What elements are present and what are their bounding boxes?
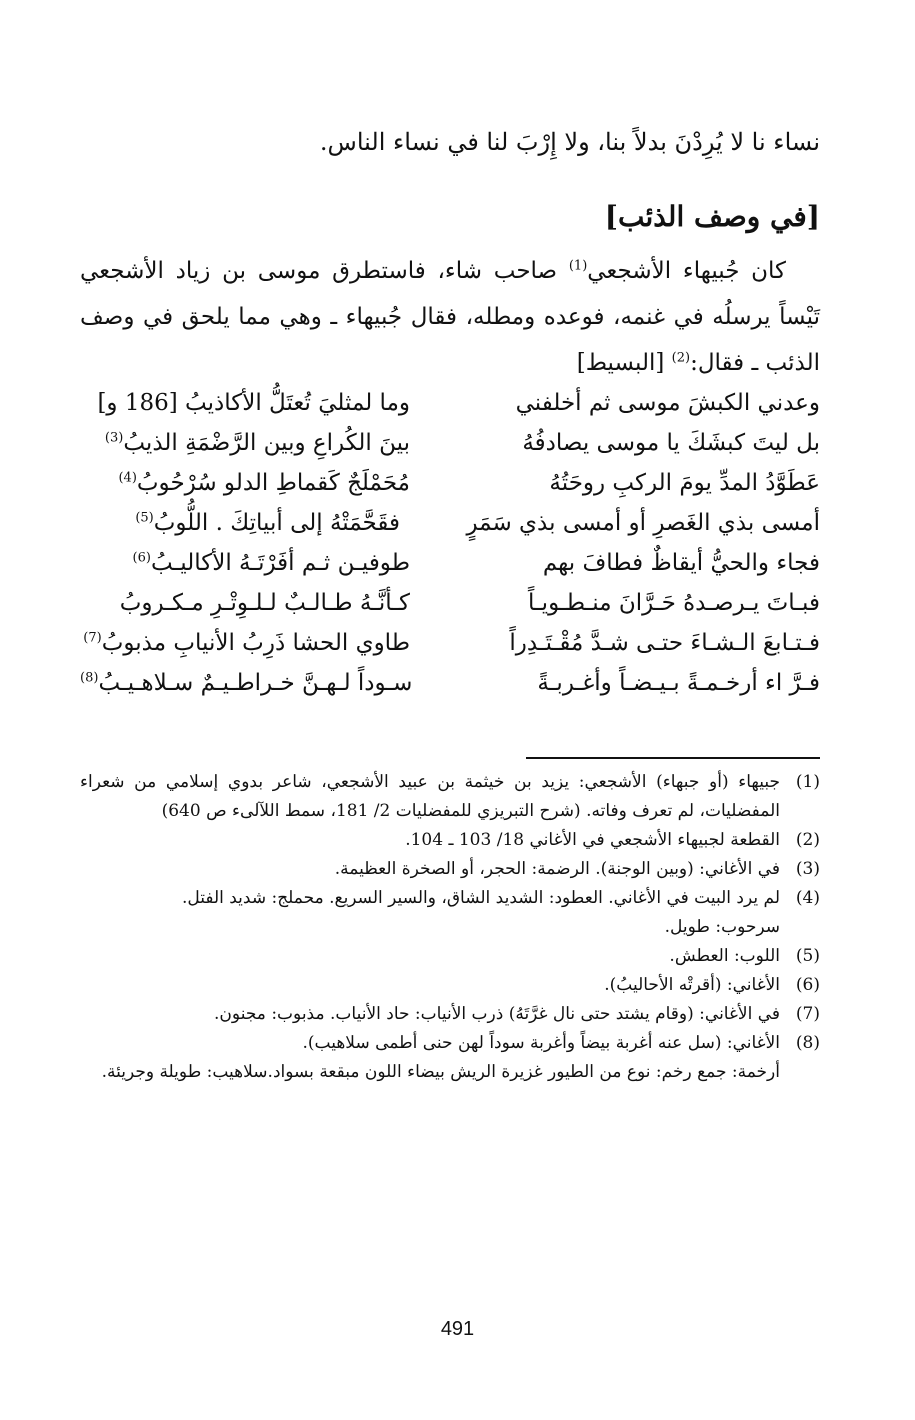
- verse-first-hemistich: وعدني الكبشَ موسى ثم أخلفني: [515, 390, 820, 416]
- verse-second-hemistich: [80, 630, 410, 656]
- verse-first-hemistich: أمسى بذي الغَصرِ أو أمسى بذي سَمَرٍ: [466, 510, 820, 536]
- footnote-item: [80, 913, 820, 942]
- verse-row: [80, 383, 820, 423]
- section-heading: [في وصف الذئب]: [604, 200, 820, 233]
- verse-footnote-ref: (3): [104, 430, 124, 446]
- footnote-number: (8): [795, 1033, 820, 1053]
- verse-first-hemistich: عَطَوَّدُ المدِّ يومَ الركبِ روحَتُهُ: [549, 470, 820, 496]
- intro-paragraph: [80, 248, 820, 386]
- page-number: 491: [440, 1318, 475, 1340]
- footnote-number: (4): [795, 888, 820, 908]
- footnote-item: [80, 971, 820, 1000]
- verse-second-hemistich: [80, 470, 410, 496]
- footnote-item: [80, 942, 820, 971]
- verse-row: [80, 663, 820, 703]
- verse-second-text: بينَ الكُراعِ وبين الرَّضْمَةِ الذيبُ: [123, 430, 410, 456]
- paragraph-text: [80, 248, 820, 386]
- footnote-item: [80, 855, 820, 884]
- verse-second-hemistich: [80, 430, 410, 456]
- paragraph-part-1: كان جُبيهاء الأشجعي: [587, 258, 786, 284]
- verse-row: [80, 543, 820, 583]
- verse-first-hemistich: فـرَّ اء أرخـمـةً بـيـضـاً وأغـربـةً: [537, 670, 820, 696]
- verse-footnote-ref: (5): [135, 510, 154, 526]
- footnote-text: الأغاني: (سل عنه أغربة بيضاً وأغربة سوداً لهن حنى أطمى سلاهيب).: [302, 1033, 780, 1053]
- footnote-number: (2): [795, 830, 820, 850]
- verse-second-text: سـوداً لـهـنَّ خـراطـيـمٌ سـلاهـيـبُ: [98, 670, 413, 696]
- footnote-text: اللوب: العطش.: [669, 946, 780, 966]
- footnote-number: (6): [795, 975, 820, 995]
- paragraph-part-2: صاحب شاء، فاستطرق موسى بن زياد الأشجعي تَيْساً يرسلُه في غنمه، فوعده ومطله، فقال جُبيهاء ـ وهي مما يلحق في وصف الذئب ـ فقال:: [80, 258, 820, 376]
- verse-first-hemistich: فـتـابعَ الـشـاءَ حتـى شـدَّ مُقْـتَـدِراً: [509, 630, 820, 656]
- footnote-text: جبيهاء (أو جبهاء) الأشجعي: يزيد بن خيثمة بن عبيد الأشجعي، شاعر بدوي إسلامي من شعراء المفضليات، لم تعرف وفاته. (شرح التبريزي للمفضليات 2/ 181، سمط اللآلىء ص 640): [80, 772, 780, 821]
- verse-first-hemistich: فجاء والحيُّ أيقاظٌ فطافَ بهم: [542, 550, 820, 576]
- footnote-number: (7): [795, 1004, 820, 1024]
- verse-row: [80, 463, 820, 503]
- footnote-text: أرخمة: جمع رخم: نوع من الطيور غزيرة الريش بيضاء اللون مبقعة بسواد.سلاهيب: طويلة وجريئة.: [101, 1062, 780, 1082]
- footnotes: [80, 768, 820, 1087]
- verse-second-text: كـأنَّـهُ طـالـبٌ لـلـوِتْـرِ مـكـروبُ: [119, 590, 410, 616]
- verse-second-text: طاوي الحشا ذَرِبُ الأنيابِ مذبوبُ: [101, 630, 410, 656]
- footnote-ref-1: (1): [568, 258, 588, 274]
- poem-verses: [80, 383, 820, 703]
- footnote-separator: [526, 757, 820, 759]
- footnote-number: [780, 1058, 820, 1087]
- verse-footnote-ref: (4): [118, 470, 137, 486]
- verse-second-hemistich: [80, 670, 412, 696]
- footnote-text: سرحوب: طويل.: [664, 917, 780, 937]
- verse-second-text: طوفيـن ثـم أفَرْتَـهُ الأكاليـبُ: [150, 550, 410, 576]
- footnote-text: الأغاني: (أقرتْه الأحاليبُ).: [604, 975, 780, 995]
- verse-second-hemistich: [80, 590, 410, 616]
- verse-row: [80, 623, 820, 663]
- footnote-text: القطعة لجبيهاء الأشجعي في الأغاني 18/ 103 ـ 104.: [405, 830, 780, 850]
- footnote-number: (3): [795, 859, 820, 879]
- verse-second-text: وما لمثليَ تُعتَلُّ الأكاذيبُ [186 و]: [97, 390, 410, 416]
- footnote-item: [80, 826, 820, 855]
- footnote-item: [80, 768, 820, 826]
- verse-first-hemistich: بل ليتَ كبشَكَ يا موسى يصادفُهُ: [522, 430, 820, 456]
- footnote-item: [80, 1058, 820, 1087]
- footnote-item: [80, 1029, 820, 1058]
- footnote-text: في الأغاني: (وقام يشتد حتى نال غرَّتَهُ) ذرب الأنياب: حاد الأنياب. مذبوب: مجنون.: [214, 1004, 780, 1024]
- footnote-number: (1): [795, 772, 820, 792]
- verse-footnote-ref: (8): [80, 670, 99, 686]
- meter-label: [البسيط]: [576, 350, 672, 376]
- verse-row: [80, 503, 820, 543]
- footnote-item: [80, 1000, 820, 1029]
- footnote-number: (5): [795, 946, 820, 966]
- verse-first-hemistich: فبـاتَ يـرصـدهُ حَـرَّانَ منـطـويـاً: [527, 590, 820, 616]
- verse-row: [80, 423, 820, 463]
- verse-footnote-ref: (6): [132, 550, 151, 566]
- verse-row: [80, 583, 820, 623]
- verse-footnote-ref: (7): [83, 630, 102, 646]
- intro-line: نساء نا لا يُرِدْنَ بدلاً بنا، ولا إِرْبَ لنا في نساء الناس.: [319, 128, 820, 156]
- footnote-text: في الأغاني: (وبين الوجنة). الرضمة: الحجر، أو الصخرة العظيمة.: [334, 859, 780, 879]
- verse-second-text: فقَحَّمَتْهُ إلى أبياتِكَ . اللُّوبُ: [153, 510, 400, 536]
- footnote-ref-2: (2): [671, 350, 691, 366]
- verse-second-hemistich: [80, 550, 410, 576]
- verse-second-hemistich: [80, 390, 410, 416]
- footnote-number: [780, 913, 820, 942]
- footnote-text: لم يرد البيت في الأغاني. العطود: الشديد الشاق، والسير السريع. محملج: شديد الفتل.: [181, 888, 780, 908]
- footnote-item: [80, 884, 820, 913]
- verse-second-hemistich: [80, 510, 400, 536]
- verse-second-text: مُحَمْلَجٌ كَقماطِ الدلو سُرْحُوبُ: [136, 470, 410, 496]
